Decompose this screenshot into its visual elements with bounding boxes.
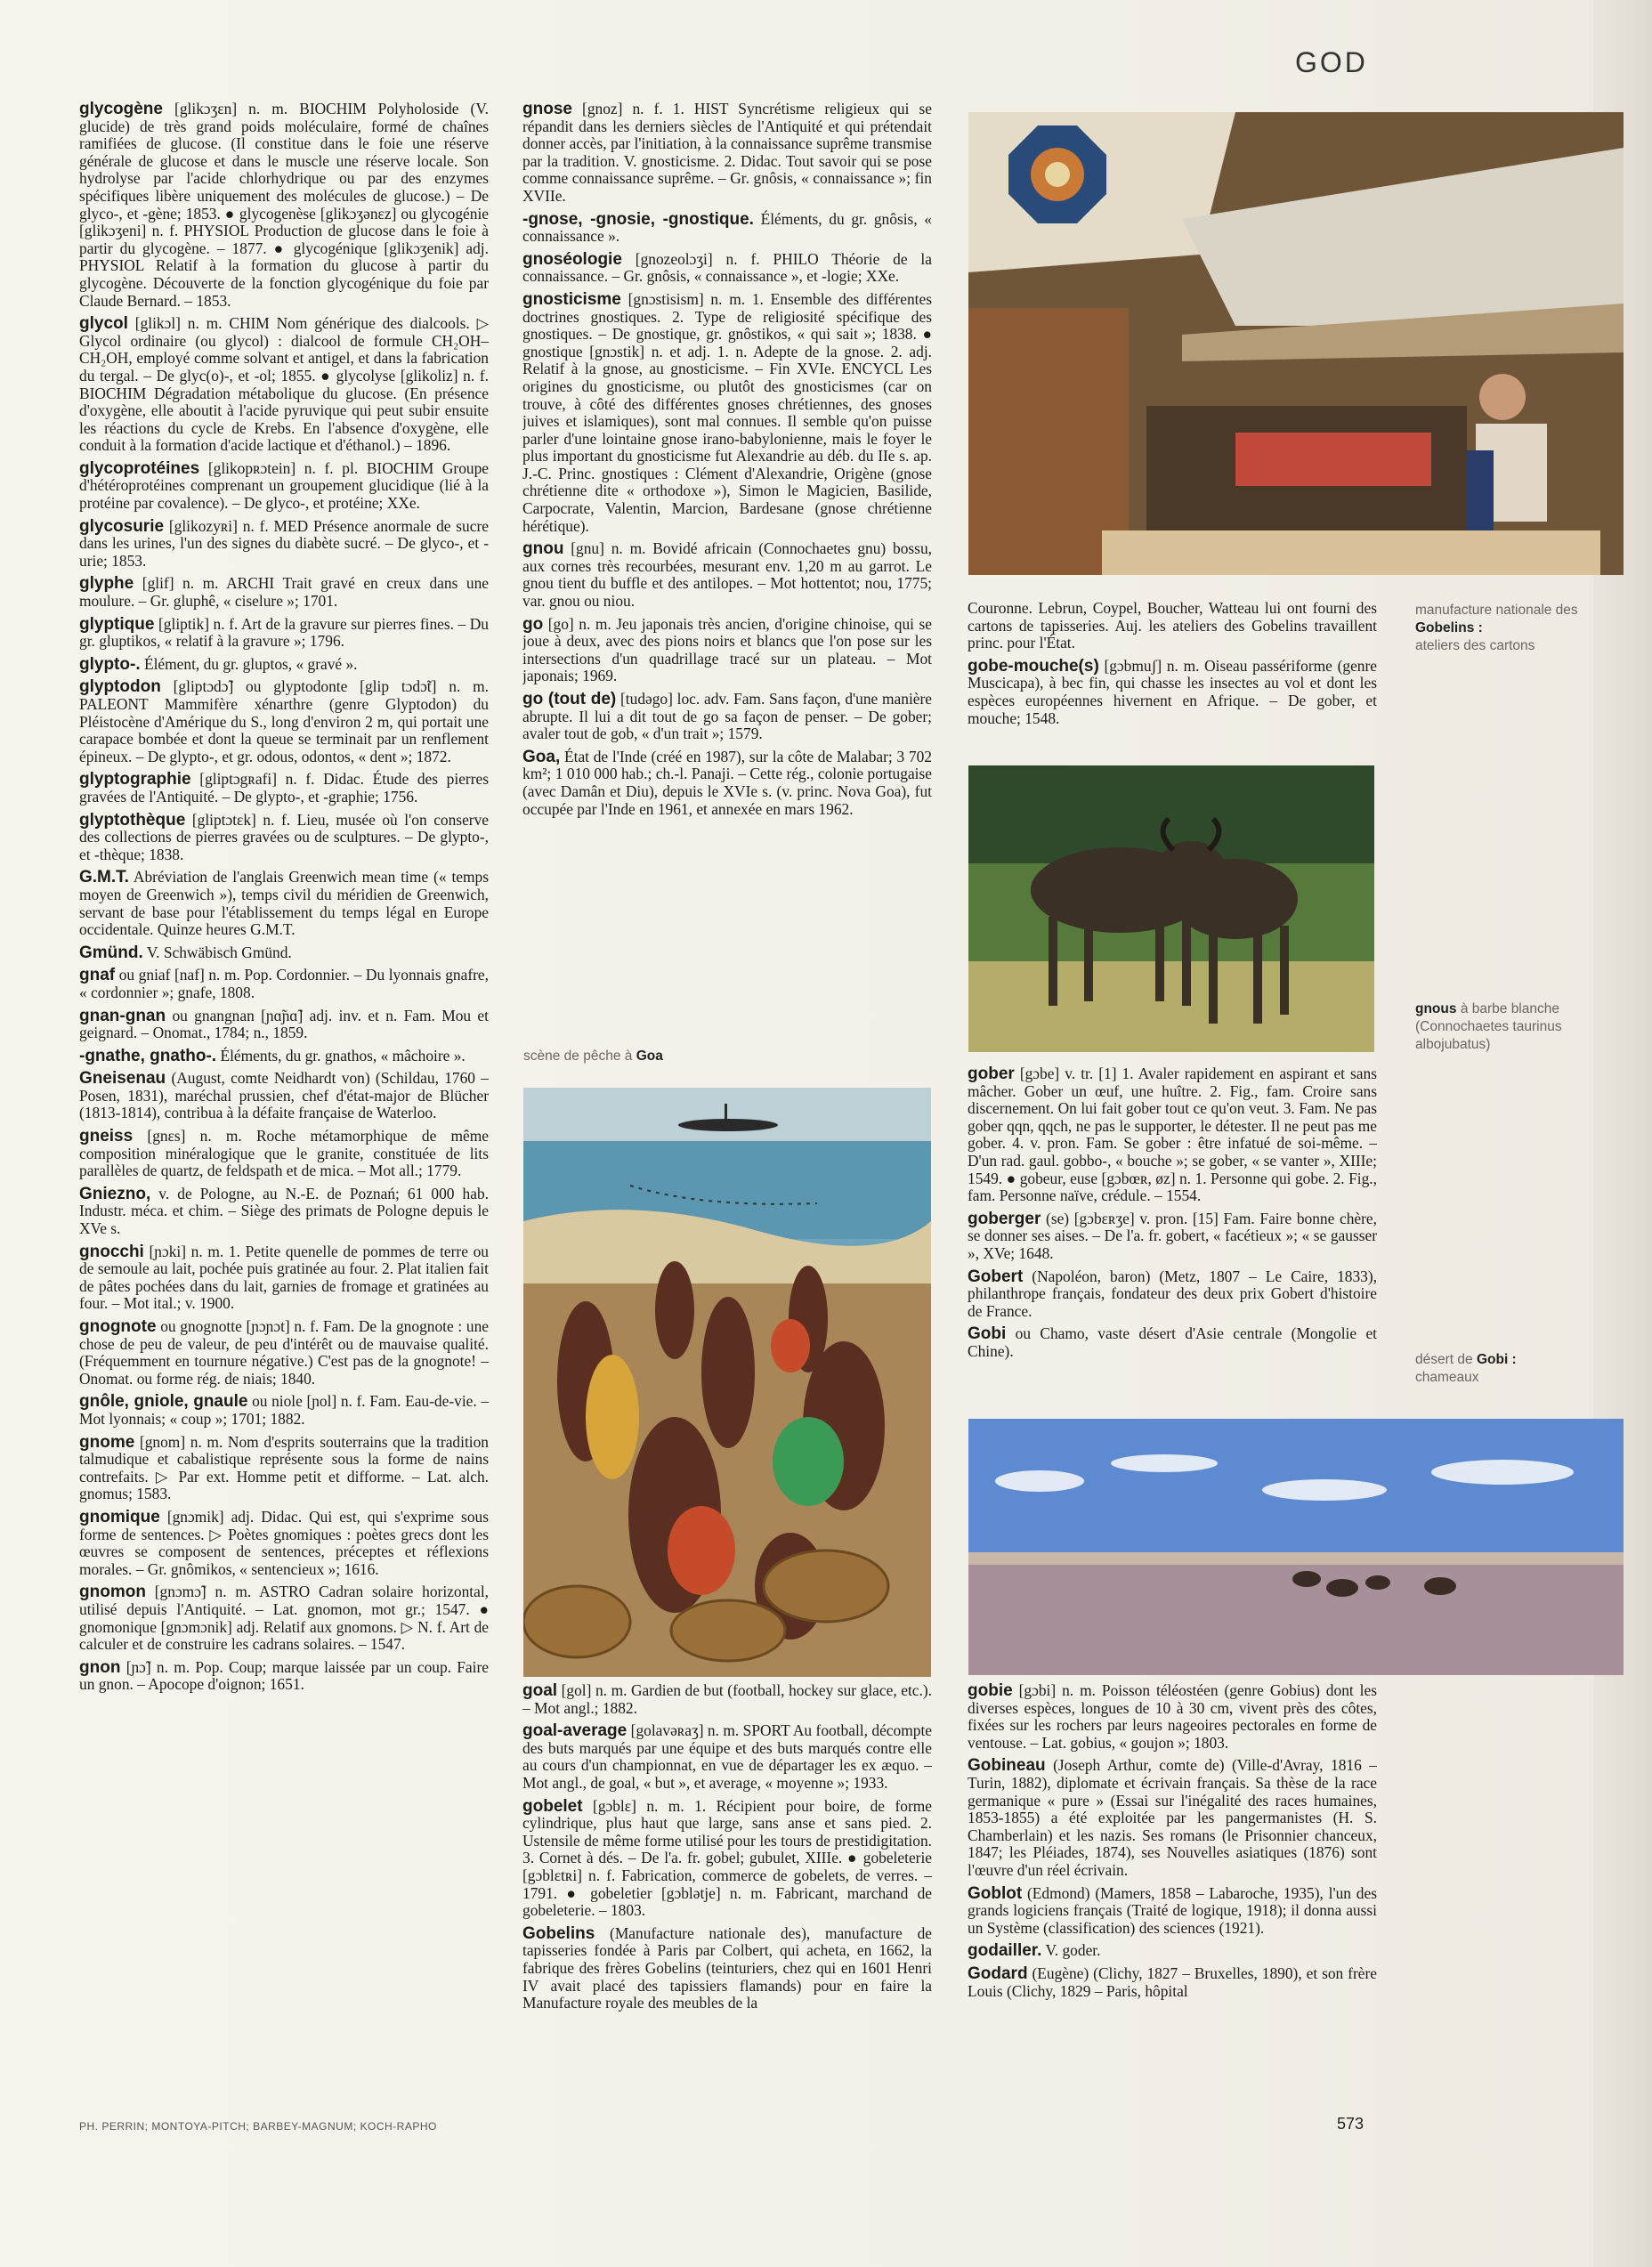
wildebeest-photo [968,765,1374,1052]
entry-headword: gobelet [522,1796,583,1816]
dictionary-entry [968,1757,1377,1879]
entry-headword: glycosurie [79,516,165,536]
dictionary-entry [79,1008,489,1042]
entry-definition: [gɔbi] n. m. Poisson téléostéen (genre Gobius) dont les diverses espèces, longues de 10 à 30 cm, vivent près des côtes, fixées sur les rochers par leurs nageoires pectorales en forme de ventouse. – Lat. gobius, « goujon »; 1803. [968,1682,1377,1752]
entry-headword: Goa, [522,747,561,766]
entry-headword: gnan-gnan [79,1006,166,1025]
entry-headword: gnou [522,539,564,559]
entry-definition: Couronne. Lebrun, Coypel, Boucher, Watteau lui ont fourni des cartons de tapisseries. Auj. les ateliers des Gobelins travaillent princ. pour l'État. [968,600,1377,652]
dictionary-entry [79,101,489,310]
dictionary-entry [522,1722,932,1792]
dictionary-entry [79,678,489,765]
entry-headword: Gmünd. [79,943,143,962]
entry-headword: Godard [968,1963,1028,1983]
entry-headword: gnomique [79,1507,160,1526]
dictionary-entry [79,1128,489,1180]
dictionary-entry [522,540,932,610]
dictionary-entry [79,1186,489,1238]
entry-headword: gnosticisme [522,289,621,309]
dictionary-entry [968,658,1377,727]
dictionary-entry [968,1682,1377,1752]
entry-headword: gnon [79,1657,121,1677]
page-number: 573 [1337,2115,1365,2133]
dictionary-entry [79,1659,489,1694]
entry-definition: [gnozeolɔʒi] n. f. PHILO Théorie de la connaissance. – Gr. gnôsis, « connaissance », et -logie; XXe. [522,249,932,286]
entry-definition: [gnɔmɔ̃] n. m. ASTRO Cadran solaire horizontal, utilisé depuis l'Antiquité. – Lat. gnomon, mot gr.; 1547. ● gnomonique [gnɔmɔnik] adj. Relatif aux gnomons. ▷ N. f. Art de calculer et de construire les cadrans solaires. – 1547. [79,1583,489,1654]
dictionary-entry [79,967,489,1001]
entry-headword: glyptodon [79,677,161,697]
dictionary-entry [522,251,932,286]
entry-headword: gneiss [79,1127,134,1146]
dictionary-entry [968,1885,1377,1938]
dictionary-entry [79,616,489,651]
desert-camels-photo [968,1419,1624,1675]
entry-headword: glyptographie [79,770,191,789]
entry-definition: [gnɔstisism] n. m. 1. Ensemble des différentes doctrines gnostiques. 2. Type de religiosité spécifique des gnostiques. – De gnostique, gr. gnôstikos, « qui sait »; 1838. ● gnostique [gnɔstik] n. et adj. 1. n. Adepte de la gnose. 2. adj. Relatif à la gnose, au gnosticisme. – Fin XVIe. ENCYCL Les origines du gnosticisme, ou plutôt des gnosticismes (car on trouve, à côté des différentes gnoses chrétiennes, des gnoses juives et islamiques), sont mal connues. Il semble qu'on puisse parler d'une lointaine gnose irano-babylonienne, mais le foyer le plus important du gnosticisme fut Alexandrie au déb. du IIe s. ap. J.-C. Princ. gnostiques : Clément d'Alexandrie, Origène (gnose chrétienne dite « orthodoxe »), Simon le Magicien, Basilide, Carpocrate, Valentin, Marcion, Bardesane (gnose chrétienne hérétique). [522,289,932,535]
beach-fishing-photo [523,1088,931,1677]
entry-definition: (Edmond) (Mamers, 1858 – Labaroche, 1935), l'un des grands logiciens français (Traité de logique, 1918); il donna aussi un Système (classification) des sciences (1921). [968,1883,1377,1937]
entry-headword: gnomon [79,1583,146,1602]
entry-definition: [gɔblɛ] n. m. 1. Récipient pour boire, de forme cylindrique, plus haut que large, sans anse et sans pied. 2. Ustensile de même forme utilisé pour les tours de prestidigitation. 3. Cornet à dés. – De l'a. fr. gobel; gubulet, XIIIe. ● gobeleterie [gɔblɛtʀi] n. f. Fabrication, commerce de gobelets, de verres. – 1791. ● gobeletier [gɔblətje] n. m. Fabricant, marchand de gobeleterie. – 1803. [522,1796,932,1920]
entry-definition: ou Chamo, vaste désert d'Asie centrale (Mongolie et Chine). [968,1324,1377,1360]
entry-headword: gnose [522,101,572,118]
entry-definition: [gliptik] n. f. Art de la gravure sur pierres fines. – Du gr. gluptikos, « relatif à la gravure »; 1796. [79,614,489,651]
entry-definition: V. Schwäbisch Gmünd. [146,943,292,961]
entry-headword: Gobelins [522,1923,595,1943]
column-left [79,101,489,2125]
gobi-illustration [968,1419,1624,1675]
entry-headword: goal [522,1682,558,1700]
entry-definition: [glif] n. m. ARCHI Trait gravé en creux dans une moulure. – Gr. gluphê, « ciselure »; 1701. [79,574,489,611]
entry-headword: Goblot [968,1883,1023,1903]
entry-headword: goal-average [522,1721,628,1741]
dictionary-entry [79,315,489,455]
entry-headword: gnôle, gniole, gnaule [79,1392,248,1412]
entry-headword: go (tout de) [522,690,617,708]
dictionary-entry [968,1325,1377,1360]
entry-headword: glycogène [79,101,163,118]
entry-definition: [golavəʀaʒ] n. m. SPORT Au football, décompte des buts marqués par une équipe et des buts marqués contre elle au cours d'un championnat, en vue de départager les ex æquo. – Mot angl., de goal, « but », et average, « moyenne »; 1933. [522,1721,932,1792]
dictionary-entry [79,1583,489,1653]
entry-headword: glypto-. [79,654,141,674]
gobelins-illustration [968,112,1624,575]
dictionary-entry [79,771,489,806]
dictionary-entry [968,1942,1377,1960]
entry-definition: [ɲɔki] n. m. 1. Petite quenelle de pommes de terre ou de semoule au lait, pochée puis gratinée au four. 2. Plat italien fait de pâtes pochées dans du lait, garnies de fromage et gratinées au four. – Mot ital.; v. 1900. [79,1242,489,1313]
workshop-photo [968,112,1624,575]
caption-gobelins: manufacture nationale des Gobelins : ateliers des cartons [1415,603,1578,653]
caption-goa: scène de pêche à Goa [523,1048,663,1064]
dictionary-entry [79,1243,489,1313]
entry-headword: gobe-mouche(s) [968,656,1099,676]
dictionary-entry [968,600,1377,652]
entry-definition: [gnom] n. m. Nom d'esprits souterrains que la tradition talmudique et cabalistique représente sous la forme de nains contrefaits. ▷ Par ext. Homme petit et difforme. – Lat. alch. gnomus; 1583. [79,1432,489,1503]
entry-headword: gnognote [79,1317,157,1336]
dictionary-entry [522,101,932,206]
caption-gobi: désert de Gobi : chameaux [1415,1352,1517,1385]
dictionary-entry [79,518,489,571]
column-right-middle [968,1065,1377,1413]
running-head: GOD [1295,46,1368,78]
entry-definition: [glikozyʀi] n. f. MED Présence anormale de sucre dans les urines, l'un des signes du diabète sucré. – De glyco-, et -urie; 1853. [79,516,489,570]
column-middle-bottom [522,1682,932,2125]
entry-headword: G.M.T. [79,868,129,887]
dictionary-entry [79,1393,489,1428]
dictionary-entry [79,812,489,864]
dictionary-entry [522,1682,932,1717]
entry-definition: [gnɔmik] adj. Didac. Qui est, qui s'exprime sous forme de sentences. ▷ Poètes gnomiques : poètes grecs dont les œuvres se composent de sentences, préceptes et réflexions morales. – Gr. gnômikos, « sentencieux »; 1616. [79,1507,489,1578]
dictionary-entry [79,1434,489,1503]
entry-definition: ou gniaf [naf] n. m. Pop. Cordonnier. – Du lyonnais gnafre, « cordonnier »; gnafe, 1808. [79,966,489,1001]
dictionary-entry [79,1318,489,1388]
dictionary-entry [522,1798,932,1920]
entry-definition: [glikɔʒɛn] n. m. BIOCHIM Polyholoside (V. glucide) de très grand poids moléculaire, formé de chaînes ramifiées de glucose. (Il constitue dans le foie une réserve générale de glucose et dans le muscle une réserve locale. Son hydrolyse par l'acide chlorhydrique ou par des enzymes spécifiques libère uniquement des molécules de glucose.) – De glyco-, et -gène; 1853. ● glycogenèse [glikɔʒənɛz] ou glycogénie [glikɔʒeni] n. f. PHYSIOL Production de glucose dans le foie à partir du glycogène. – 1877. ● glycogénique [glikɔʒenik] adj. PHYSIOL Relatif à la formation du glucose à partir du glycogène. Découverte de la fonction glycogénique du foie par Claude Bernard. – 1853. [79,101,489,310]
entry-headword: glyptique [79,614,155,634]
entry-definition: (Napoléon, baron) (Metz, 1807 – Le Caire, 1833), philanthrope français, fondateur des deux prix Gobert d'histoire de France. [968,1267,1377,1320]
dictionary-entry [79,1048,489,1065]
entry-definition: [gnu] n. m. Bovidé africain (Connochaetes gnu) bossu, aux cornes très recourbées, mesurant env. 1,20 m au garrot. Le gnou tient du buffle et des antilopes. – Mot hottentot; nou, 1775; var. gnou ou niou. [522,539,932,611]
caption-gnous: gnous à barbe blanche (Connochaetes taurinus albojubatus) [1415,1001,1562,1052]
entry-definition: (Eugène) (Clichy, 1827 – Bruxelles, 1890), et son frère Louis (Clichy, 1829 – Paris, hôpital [968,1963,1377,2000]
entry-headword: Gobert [968,1267,1024,1286]
entry-definition: Éléments, du gr. gnôsis, « connaissance ». [522,209,932,246]
photo-credits: PH. PERRIN; MONTOYA-PITCH; BARBEY-MAGNUM; KOCH-RAPHO [79,2120,437,2133]
entry-definition: État de l'Inde (créé en 1987), sur la côte de Malabar; 3 702 km²; 1 010 000 hab.; ch.-l. Panaji. – Cette rég., colonie portugaise (avec Damân et Diu), depuis le XVIe s. (v. princ. Nova Goa), fut occupée par l'Inde en 1961, et annexée en mars 1962. [522,747,932,818]
dictionary-entry [79,869,489,938]
entry-headword: gnaf [79,966,116,985]
entry-definition: [gliptɔdɔ̃] ou glyptodonte [glip tɔdɔ̃t] n. m. PALEONT Mammifère xénarthre (genre Glyptodon) du Pléistocène d'Amérique du S., long d'environ 2 m, qui portait une carapace bombée et dont la queue se terminait par un renflement épineux. – De glypto-, et gr. odous, odontos, « dent »; 1872. [79,677,489,765]
entry-headword: Gneisenau [79,1069,166,1089]
entry-definition: [gɔbe] v. tr. [1] 1. Avaler rapidement en aspirant et sans mâcher. Gober un œuf, une huître. 2. Fig., fam. Croire sans discernement. On lui fait gober tout ce qu'on veut. 3. Fam. Ne pas gober qqn, qqch, ne pas le supporter, le détester. Il ne peut pas me gober. 4. v. pron. Fam. Se gober : être infatué de soi-même. – D'un rad. gaul. gobbo-, « bouche »; se gober, « se vanter », XIIIe; 1549. ● gobeur, euse [gɔbœʀ, øz] n. 1. Personne qui gobe. 2. Fig., fam. Personne naïve, crédule. – 1554. [968,1065,1377,1205]
entry-definition: [glikɔl] n. m. CHIM Nom générique des dialcools. ▷ Glycol ordinaire (ou glycol) : dialcool de formule CH₂OH–CH₂OH, employé comme solvant et antigel, et dans la fabrication du tergal. – De glyc(o)-, et -ol; 1855. ● glycolyse [glikoliz] n. f. BIOCHIM Dégradation métabolique du glucose. (En présence d'oxygène, elle aboutit à l'acide pyruvique qui peut subir ensuite les réactions du cycle de Krebs. En l'absence d'oxygène, elle conduit à la formation d'acide lactique et d'éthanol.) – 1896. [79,314,489,455]
entry-headword: gnome [79,1432,135,1452]
dictionary-entry [522,1925,932,2012]
entry-definition: (se) [gɔbɛʀʒe] v. pron. [15] Fam. Faire bonne chère, se donner ses aises. – De l'a. fr. gobert, « facétieux »; « se gausser », XVe; 1648. [968,1209,1377,1262]
dictionary-entry [522,616,932,685]
entry-headword: Gobi [968,1324,1007,1344]
entry-definition: [gol] n. m. Gardien de but (football, hockey sur glace, etc.). – Mot angl.; 1882. [522,1682,932,1717]
dictionary-entry [522,691,932,743]
entry-headword: go [522,614,544,634]
entry-headword: goberger [968,1209,1041,1228]
entry-definition: ou niole [ɲol] n. f. Fam. Eau-de-vie. – Mot lyonnais; « coup »; 1701; 1882. [79,1392,489,1428]
gnous-illustration [968,765,1374,1052]
dictionary-entry [968,1268,1377,1321]
dictionary-entry [522,211,932,246]
entry-definition: [gliptɔtɛk] n. f. Lieu, musée où l'on conserve des collections de pierres gravées ou de sculptures. – De glypto-, et -thèque; 1838. [79,810,489,863]
entry-definition: v. de Pologne, au N.-E. de Poznań; 61 000 hab. Industr. méca. et chim. – Siège des primats de Pologne depuis le XVe s. [79,1184,489,1238]
entry-definition: [gɔbmuʃ] n. m. Oiseau passériforme (genre Muscicapa), à bec fin, qui chasse les insectes au vol et dont les espèces européennes hivernent en Afrique. – De gober, et mouche; 1548. [968,656,1377,727]
entry-headword: gnoséologie [522,249,622,269]
entry-definition: V. goder. [1045,1941,1101,1960]
entry-definition: (Joseph Arthur, comte de) (Ville-d'Avray, 1816 – Turin, 1882), diplomate et écrivain français. Sa thèse de la race germanique « pure » (Essai sur l'inégalité des races humaines, 1853-1855) a été exploitée par les pangermanistes (H. S. Chamberlain) et les nazis. Ses romans (le Prisonnier chanceux, 1847; les Pléiades, 1874), ses Nouvelles asiatiques (1876) sont l'œuvre d'un réel écrivain. [968,1756,1377,1879]
dictionary-entry [79,1070,489,1122]
entry-definition: (August, comte Neidhardt von) (Schildau, 1760 – Posen, 1831), maréchal prussien, chef d'état-major de Blücher (1813-1814), contribua à la défaite française de Waterloo. [79,1069,489,1122]
column-middle-top [522,101,932,1033]
entry-definition: [gnɛs] n. m. Roche métamorphique de même composition minéralogique que le granite, constituée de lits parallèles de quartz, de feldspath et de mica. – Mot all.; 1779. [79,1127,489,1180]
dictionary-entry [522,291,932,535]
entry-definition: [gliptɔgʀafi] n. f. Didac. Étude des pierres gravées de l'Antiquité. – De glypto-, et -graphie; 1756. [79,770,489,806]
dictionary-entry [522,749,932,818]
entry-headword: gober [968,1065,1015,1083]
dictionary-entry [968,1965,1377,2000]
entry-headword: gnocchi [79,1242,144,1261]
entry-definition: [go] n. m. Jeu japonais très ancien, d'origine chinoise, qui se joue à deux, avec des pions noirs et blancs que l'on pose sur les intersections d'un quadrillage tracé sur un plateau. – Mot japonais; 1969. [522,614,932,685]
dictionary-entry [79,1509,489,1578]
entry-definition: [tudəgo] loc. adv. Fam. Sans façon, d'une manière abrupte. Il lui a dit tout de go sa façon de penser. – De gober; avaler tout de gob, « d'un trait »; 1579. [522,690,932,743]
entry-headword: Gobineau [968,1756,1046,1776]
entry-headword: Gniezno, [79,1184,151,1203]
entry-headword: -gnathe, gnatho-. [79,1046,217,1065]
entry-headword: godailler. [968,1941,1042,1961]
dictionary-entry [79,944,489,962]
entry-headword: glycol [79,314,128,334]
entry-headword: glyptothèque [79,810,186,830]
entry-definition: [glikopʀɔtein] n. f. pl. BIOCHIM Groupe d'hétéroprotéines comprenant un groupement glucidique (lié à la protéine par covalence). – De glyco-, et protéine; XXe. [79,458,489,513]
column-right-top [968,600,1377,760]
column-right-bottom [968,1682,1377,2125]
entry-definition: Abréviation de l'anglais Greenwich mean time (« temps moyen de Greenwich »), temps civil du méridien de Greenwich, servant de base pour l'établissement du temps légal en Europe occidentale. Quinze heures G.M.T. [79,868,489,939]
entry-headword: glyphe [79,574,134,594]
entry-definition: (Manufacture nationale des), manufacture de tapisseries fondée à Paris par Colbert, qui acheta, en 1662, la fabrique des frères Gobelins (teinturiers, chez qui en 1601 Henri IV avait placé des tapissiers flamands) pour en faire la Manufacture royale des meubles de la [522,1923,932,2012]
entry-definition: ou gnognotte [ɲɔɲɔt] n. f. Fam. De la gnognote : une chose de peu de valeur, de peu d'intérêt ou de mauvaise qualité. (Fréquemment en tournure négative.) C'est pas de la gnognote! – Onomat. ou forme rég. de niais; 1840. [79,1317,489,1388]
entry-definition: Éléments, du gr. gnathos, « mâchoire ». [220,1046,466,1065]
dictionary-entry [79,575,489,610]
dictionary-entry [79,656,489,674]
dictionary-entry [968,1210,1377,1263]
entry-definition: [gnoz] n. f. 1. HIST Syncrétisme religieux qui se répandit dans les derniers siècles de l'Antiquité et qui prétendait donner accès, par l'initiation, à la connaissance suprême transmise par la tradition. V. gnosticisme. 2. Didac. Tout savoir qui se pose comme connaissance suprême. – Gr. gnôsis, « connaissance »; fin XVIIe. [522,101,932,205]
entry-headword: -gnose, -gnosie, -gnostique. [522,209,754,229]
entry-definition: ou gnangnan [ɲɑ̃ɲɑ̃] adj. inv. et n. Fam. Mou et geignard. – Onomat., 1784; n., 1859. [79,1006,489,1042]
entry-definition: Élément, du gr. gluptos, « gravé ». [143,654,358,673]
entry-headword: glycoprotéines [79,458,200,478]
dictionary-entry [79,460,489,513]
entry-headword: gobie [968,1682,1013,1700]
entry-definition: [ɲɔ̃] n. m. Pop. Coup; marque laissée par un coup. Faire un gnon. – Apocope d'oignon; 1651. [79,1657,489,1694]
dictionary-entry [968,1065,1377,1205]
goa-illustration [523,1088,931,1677]
